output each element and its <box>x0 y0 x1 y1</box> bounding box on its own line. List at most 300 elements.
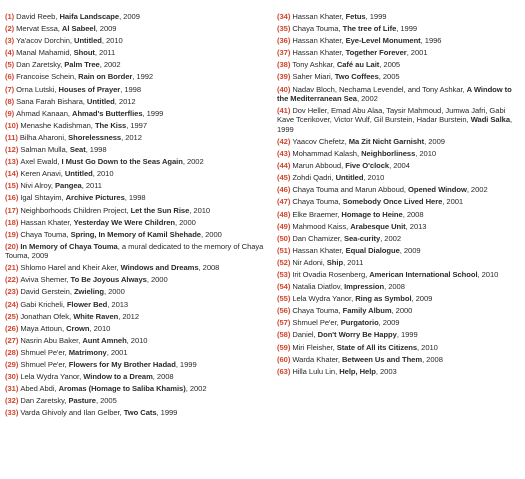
entry-number: (54) <box>277 282 291 292</box>
artwork-entry <box>5 48 270 57</box>
entry-details: , 2005 <box>379 60 401 70</box>
artwork-entry <box>5 72 270 81</box>
entry-artist: Nadav Bloch, Nechama Levendel, and Tony Ashkar, <box>292 84 467 94</box>
entry-details: , 2013 <box>405 221 427 231</box>
entry-artist: Daniel, <box>292 330 318 340</box>
entry-artist: Menashe Kadishman, <box>20 120 95 130</box>
artwork-entry <box>277 258 522 267</box>
entry-title: Rain on Border <box>78 72 133 82</box>
entry-artist: Marun Abboud, <box>292 161 346 171</box>
entry-artist: Chaya Touma, <box>20 229 71 239</box>
entry-artist: Warda Khater, <box>292 354 342 364</box>
artwork-entry <box>5 396 270 405</box>
entry-details: , 2000 <box>175 217 196 227</box>
entry-details: , 2002 <box>182 157 204 167</box>
entry-details: , 2008 <box>384 282 405 292</box>
artwork-entry <box>5 348 270 357</box>
entry-title: Opened Window <box>408 185 467 195</box>
entry-details: , 2008 <box>402 209 424 219</box>
artwork-entry <box>5 336 270 345</box>
entry-title: Café au Lait <box>336 60 380 70</box>
entry-artist: Francoise Schein, <box>16 72 79 82</box>
entry-title: Archive Pictures <box>65 193 125 203</box>
entry-title: Shorelessness <box>68 132 122 142</box>
entry-artist: Miri Fleisher, <box>292 342 337 352</box>
entry-number: (45) <box>277 173 291 183</box>
entry-artist: Lela Wydra Yanor, <box>20 372 84 382</box>
entry-artist: Maya Attoun, <box>20 323 67 333</box>
entry-number: (25) <box>5 311 19 321</box>
entry-artist: Sana Farah Bishara, <box>16 96 87 106</box>
entry-artist: Mohammad Kalash, <box>292 149 362 159</box>
entry-number: (52) <box>277 257 291 267</box>
entry-number: (14) <box>5 169 19 179</box>
artwork-entry <box>5 97 270 106</box>
entry-artist: Keren Anavi, <box>20 169 65 179</box>
entry-title: Seat <box>69 145 86 155</box>
entry-title: In Memory of Chaya Touma <box>20 241 118 251</box>
artwork-entry <box>277 282 522 291</box>
left-column <box>5 12 270 421</box>
entry-title: Houses of Prayer <box>58 84 121 94</box>
entry-artist: Chaya Touma, <box>292 306 343 316</box>
entry-details: , 2012 <box>118 311 140 321</box>
entry-number: (38) <box>277 60 291 70</box>
entry-number: (53) <box>277 270 291 279</box>
artwork-entry <box>277 210 522 219</box>
entry-title: Ma Zit Nicht Garnisht <box>348 136 425 146</box>
entry-details: , 1998 <box>124 193 146 203</box>
entry-title: Equal Dialogue <box>345 245 400 255</box>
entry-title: State of All its Citizens <box>336 342 418 352</box>
artwork-entry <box>5 181 270 190</box>
artwork-entry <box>277 185 522 194</box>
entry-artist: Mervat Essa, <box>16 24 62 34</box>
entry-details: , 1999 <box>142 108 164 118</box>
entry-artist: Shmuel Pe'er, <box>20 360 69 370</box>
artwork-entry <box>5 242 270 261</box>
entry-details: , 2009 <box>378 318 400 328</box>
entry-number: (5) <box>5 60 15 70</box>
artwork-entry <box>277 246 522 255</box>
entry-details: , 2009 <box>424 136 445 146</box>
artwork-entry <box>5 24 270 33</box>
entry-artist: Nir Adoni, <box>292 257 327 267</box>
entry-details: , 2010 <box>417 342 438 352</box>
artwork-entry <box>277 12 522 21</box>
entry-number: (39) <box>277 72 291 82</box>
entry-number: (6) <box>5 72 15 82</box>
entry-title: Two Cats <box>123 408 157 418</box>
entry-title: Don't Worry Be Happy <box>317 330 397 340</box>
artwork-entry <box>5 275 270 284</box>
entry-details: , 2011 <box>81 181 102 191</box>
artwork-entry <box>5 157 270 166</box>
entry-artist: Salman Mulla, <box>20 145 70 155</box>
entry-details: , 2008 <box>198 263 220 273</box>
entry-number: (63) <box>277 366 291 376</box>
entry-title: Spring, In Memory of Kamil Shehade <box>70 229 201 239</box>
entry-number: (33) <box>5 408 19 418</box>
entry-number: (12) <box>5 145 19 155</box>
entry-details: , 2000 <box>200 229 222 239</box>
entry-number: (57) <box>277 318 291 328</box>
entry-artist: Zohdi Qadri, <box>292 173 336 183</box>
entry-number: (20) <box>5 241 19 251</box>
entry-details: , 2010 <box>101 36 123 46</box>
entry-title: Zwieling <box>73 287 104 297</box>
entry-details: , 2000 <box>391 306 413 316</box>
entry-details: , 1999 <box>156 408 178 418</box>
entry-artist: Irit Ovadia Rosenberg, <box>292 270 370 279</box>
artwork-entry <box>5 109 270 118</box>
entry-number: (8) <box>5 96 15 106</box>
artwork-entry <box>277 234 522 243</box>
entry-title: American International School <box>369 270 478 279</box>
entry-number: (43) <box>277 149 291 159</box>
entry-title: Arabesque Unit <box>350 221 406 231</box>
artwork-entry <box>277 197 522 206</box>
artwork-entry <box>5 408 270 417</box>
entry-details: , 2002 <box>380 233 402 243</box>
artwork-entry <box>5 206 270 215</box>
entry-number: (44) <box>277 161 291 171</box>
entry-details: , 1998 <box>120 84 142 94</box>
entry-details: , 1999 <box>175 360 197 370</box>
entry-number: (7) <box>5 84 15 94</box>
entry-artist: Nasrin Abu Baker, <box>20 335 83 345</box>
artwork-entry <box>5 85 270 94</box>
entry-title: Eye-Level Monument <box>345 36 421 46</box>
entry-title: Window to a Dream <box>83 372 153 382</box>
entry-artist: Shmuel Pe'er, <box>292 318 341 328</box>
entry-title: White Raven <box>73 311 119 321</box>
entry-title: Between Us and Them <box>341 354 423 364</box>
artwork-entry <box>277 72 522 81</box>
entry-details: , 2010 <box>89 323 111 333</box>
entry-number: (31) <box>5 384 19 394</box>
entry-title: Untitled <box>64 169 93 179</box>
artwork-entry <box>277 36 522 45</box>
artwork-entry <box>5 287 270 296</box>
entry-artist: Igal Shtayim, <box>20 193 66 203</box>
entry-title: Haifa Landscape <box>59 12 120 21</box>
entry-details: , 2002 <box>185 384 207 394</box>
artwork-entry <box>277 343 522 352</box>
entry-artist: Dan Chamizer, <box>292 233 344 243</box>
entry-number: (48) <box>277 209 291 219</box>
entry-details: , 2001 <box>106 347 128 357</box>
entry-number: (35) <box>277 24 291 34</box>
entry-title: Two Coffees <box>334 72 379 82</box>
entry-artist: David Gerstein, <box>20 287 74 297</box>
entry-number: (29) <box>5 360 19 370</box>
entry-artist: Neighborhoods Children Project, <box>20 205 131 215</box>
artwork-entry <box>5 169 270 178</box>
entry-number: (1) <box>5 12 15 21</box>
entry-artist: Yaacov Chefetz, <box>292 136 349 146</box>
entry-title: Pasture <box>68 396 96 406</box>
entry-number: (58) <box>277 330 291 340</box>
entry-details: , 2009 <box>95 24 117 34</box>
entry-title: Ahmad's Butterflies <box>72 108 143 118</box>
artwork-entry <box>277 173 522 182</box>
entry-number: (13) <box>5 157 19 167</box>
artwork-entry <box>5 312 270 321</box>
entry-artist: Ya'acov Dorchin, <box>16 36 75 46</box>
entry-details: , 2002 <box>466 185 488 195</box>
artwork-entry <box>277 355 522 364</box>
artwork-entry <box>277 85 522 104</box>
entry-artist: Ahmad Kanaan, <box>16 108 73 118</box>
entry-details: , 2001 <box>442 197 464 207</box>
entry-details: , 2009 <box>399 245 421 255</box>
entry-details: , 2003 <box>375 366 397 376</box>
artwork-entry <box>277 318 522 327</box>
entry-number: (34) <box>277 12 291 21</box>
entry-artist: Nivi Alroy, <box>20 181 56 191</box>
artwork-entry <box>5 60 270 69</box>
artwork-entry <box>277 48 522 57</box>
entry-number: (24) <box>5 299 19 309</box>
entry-artist: Tony Ashkar, <box>292 60 337 70</box>
entry-artist: Chaya Touma, <box>292 197 343 207</box>
entry-artist: Abed Abdi, <box>20 384 59 394</box>
entry-details: , 2010 <box>92 169 114 179</box>
entry-artist: Orna Lutski, <box>16 84 59 94</box>
entry-artist: Mahmood Kaiss, <box>292 221 351 231</box>
entry-title: Five O'clock <box>345 161 390 171</box>
entry-title: Al Sabeel <box>61 24 96 34</box>
entry-artist: Chaya Touma, <box>292 24 343 34</box>
artwork-entry <box>5 145 270 154</box>
entry-details: , 2002 <box>99 60 121 70</box>
artwork-entry <box>5 121 270 130</box>
artwork-entry <box>5 193 270 202</box>
entry-artist: Dan Zaretsky, <box>16 60 65 70</box>
entry-title: Fetus <box>345 12 366 21</box>
entry-number: (9) <box>5 108 15 118</box>
entry-details: , a mural dedicated to the memory of Chaya Touma, 2009 <box>5 241 264 261</box>
entry-title: I Must Go Down to the Seas Again <box>61 157 183 167</box>
entry-title: Aunt Amneh <box>82 335 127 345</box>
artwork-entry <box>5 300 270 309</box>
entry-details: , 2001 <box>406 48 428 58</box>
entry-title: Yesterday We Were Children <box>73 217 175 227</box>
entry-title: Ship <box>326 257 344 267</box>
entry-number: (30) <box>5 372 19 382</box>
entry-number: (16) <box>5 193 19 203</box>
entry-number: (51) <box>277 245 291 255</box>
entry-details: , 2002 <box>356 93 378 103</box>
entry-details: , 2000 <box>103 287 125 297</box>
artwork-entry <box>277 367 522 376</box>
entry-number: (47) <box>277 197 291 207</box>
entry-details: , 1999 <box>365 12 387 21</box>
entry-details: , 2012 <box>121 132 142 142</box>
artwork-entry <box>5 12 270 21</box>
entry-details: , 1997 <box>126 120 148 130</box>
entry-number: (40) <box>277 84 291 94</box>
entry-number: (3) <box>5 36 15 46</box>
entry-number: (42) <box>277 136 291 146</box>
entry-title: Sea-curity <box>343 233 381 243</box>
entry-title: Shout <box>73 48 95 58</box>
entry-artist: Jonathan Ofek, <box>20 311 74 321</box>
entry-title: Impression <box>344 282 385 292</box>
entry-number: (37) <box>277 48 291 58</box>
entry-details: , 1999 <box>277 115 513 134</box>
entry-title: Matrimony <box>68 347 107 357</box>
entry-title: The tree of Life <box>342 24 397 34</box>
artwork-entry <box>5 36 270 45</box>
entry-artist: Gabi Kricheli, <box>20 299 67 309</box>
entry-artist: Elke Braemer, <box>292 209 342 219</box>
entry-title: Untitled <box>86 96 115 106</box>
entry-number: (4) <box>5 48 15 58</box>
artwork-entry <box>277 270 522 279</box>
entry-number: (15) <box>5 181 19 191</box>
entry-artist: Hassan Khater, <box>292 245 346 255</box>
entry-artist: Hassan Khater, <box>292 36 346 46</box>
artwork-entry <box>5 324 270 333</box>
entry-title: Somebody Once Lived Here <box>342 197 443 207</box>
entry-details: , 1999 <box>396 24 418 34</box>
entry-title: Ring as Symbol <box>355 294 412 304</box>
entry-title: Let the Sun Rise <box>130 205 190 215</box>
entry-artist: Axel Ewald, <box>20 157 62 167</box>
entry-artist: Chaya Touma and Marun Abboud, <box>292 185 409 195</box>
entry-number: (22) <box>5 275 19 285</box>
entry-title: A Window to the Mediterranean Sea <box>277 84 512 103</box>
entry-details: , 1992 <box>132 72 154 82</box>
entry-details: , 2010 <box>189 205 211 215</box>
entry-number: (11) <box>5 132 18 142</box>
entry-artist: Bilha Aharoni, <box>19 132 69 142</box>
entry-details: , 1998 <box>85 145 107 155</box>
entry-title: Wadi Salka <box>470 115 510 125</box>
entry-title: Flowers for My Brother Hadad <box>68 360 176 370</box>
entry-artist: Natalia Diatlov, <box>292 282 345 292</box>
entry-details: , 2010 <box>126 335 148 345</box>
entry-details: , 2011 <box>343 257 364 267</box>
entry-number: (19) <box>5 229 19 239</box>
artwork-entry <box>277 306 522 315</box>
entry-artist: Hassan Khater, <box>292 48 346 58</box>
entry-details: , 2011 <box>94 48 116 58</box>
entry-artist: Hassan Khater, <box>292 12 346 21</box>
entry-title: Untitled <box>335 173 364 183</box>
entry-artist: Dan Zaretsky, <box>20 396 69 406</box>
entry-artist: Lela Wydra Yanor, <box>292 294 356 304</box>
entry-number: (59) <box>277 342 291 352</box>
entry-title: Pangea <box>55 181 82 191</box>
entry-title: Neighborliness <box>361 149 416 159</box>
entry-details: , 2010 <box>415 149 437 159</box>
entry-artist: Dov Heller, Emad Abu Alaa, Taysir Mahmoud, Jumwa Jafri, Gabi Kave Tcerikover, Victor Wulf, Gil Burstein, Hadar Burstein, <box>277 106 506 125</box>
entry-details: , 2000 <box>146 275 168 285</box>
entry-artist: Shmuel Pe'er, <box>20 347 69 357</box>
artwork-entry <box>5 263 270 272</box>
artwork-entry <box>5 218 270 227</box>
entry-number: (18) <box>5 217 19 227</box>
entry-artist: David Reeb, <box>16 12 60 21</box>
entry-details: , 2013 <box>107 299 129 309</box>
entry-number: (36) <box>277 36 291 46</box>
entry-number: (55) <box>277 294 291 304</box>
entry-details: , 2010 <box>477 270 499 279</box>
entry-number: (50) <box>277 233 291 243</box>
entry-details: , 2008 <box>422 354 443 364</box>
entry-title: Windows and Dreams <box>120 263 199 273</box>
entry-number: (21) <box>5 263 19 273</box>
entry-title: Palm Tree <box>64 60 100 70</box>
entry-number: (60) <box>277 354 291 364</box>
entry-artist: Shlomo Harel and Kheir Aker, <box>20 263 121 273</box>
entry-details: , 2009 <box>119 12 140 21</box>
artwork-entry <box>5 230 270 239</box>
entry-number: (23) <box>5 287 19 297</box>
entry-details: , 2010 <box>363 173 385 183</box>
right-column <box>277 12 522 379</box>
entry-number: (10) <box>5 120 19 130</box>
entry-details: , 2012 <box>114 96 136 106</box>
entry-number: (2) <box>5 24 15 34</box>
artwork-entry <box>5 133 270 142</box>
entry-title: The Kiss <box>94 120 127 130</box>
entry-number: (41) <box>277 106 291 116</box>
entry-number: (49) <box>277 221 291 231</box>
entry-number: (56) <box>277 306 291 316</box>
entry-artist: Hassan Khater, <box>20 217 74 227</box>
entry-details: , 2004 <box>389 161 410 171</box>
artwork-entry <box>277 24 522 33</box>
entry-details: , 2005 <box>378 72 400 82</box>
entry-artist: Varda Ghivoly and Ilan Gelber, <box>20 408 124 418</box>
entry-title: Untitled <box>74 36 102 46</box>
artwork-entry <box>277 60 522 69</box>
entry-title: Purgatorio <box>340 318 379 328</box>
entry-number: (27) <box>5 335 19 345</box>
entry-number: (28) <box>5 347 19 357</box>
entry-number: (32) <box>5 396 19 406</box>
entry-artist: Hilla Lulu Lin, <box>292 366 340 376</box>
entry-number: (17) <box>5 205 19 215</box>
entry-details: , 1999 <box>396 330 418 340</box>
entry-title: Homage to Heine <box>341 209 403 219</box>
entry-details: , 2005 <box>95 396 117 406</box>
artwork-entry <box>5 372 270 381</box>
entry-number: (26) <box>5 323 19 333</box>
entry-number: (46) <box>277 185 291 195</box>
entry-details: , 1996 <box>420 36 442 46</box>
entry-artist: Manal Mahamid, <box>16 48 74 58</box>
entry-title: Flower Bed <box>66 299 108 309</box>
entry-title: To Be Joyous Always <box>70 275 147 285</box>
artwork-entry <box>5 384 270 393</box>
artwork-entry <box>277 161 522 170</box>
entry-title: Help, Help <box>339 366 376 376</box>
artwork-entry <box>5 360 270 369</box>
entry-artist: Aviva Shemer, <box>20 275 71 285</box>
entry-details: , 2008 <box>152 372 174 382</box>
artwork-entry <box>277 149 522 158</box>
entry-title: Together Forever <box>345 48 407 58</box>
artwork-entry <box>277 330 522 339</box>
artwork-entry <box>277 106 522 134</box>
entry-title: Crown <box>66 323 90 333</box>
entry-title: Family Album <box>342 306 392 316</box>
